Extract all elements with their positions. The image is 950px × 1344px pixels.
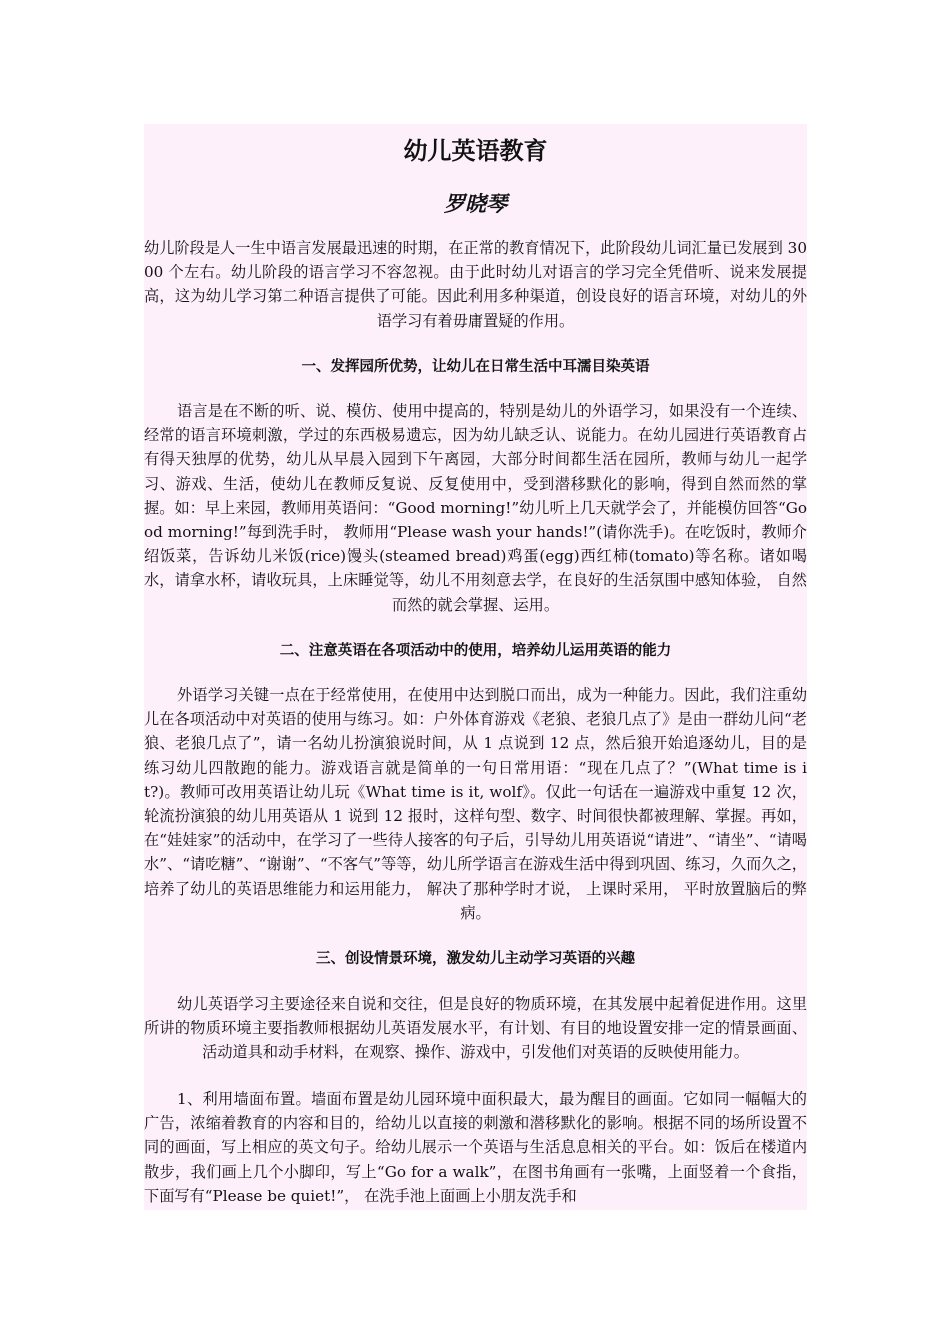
document-title: 幼儿英语教育 <box>403 137 548 165</box>
section-heading-3: 三、创设情景环境，激发幼儿主动学习英语的兴趣 <box>316 951 635 967</box>
item-1-paragraph: 1、利用墙面布置。墙面布置是幼儿园环境中面积最大，最为醒目的画面。它如同一幅幅大的广告，浓缩着教育的内容和目的，给幼儿以直接的刺激和潜移默化的影响。根据不同的场所设置不同的画面，写上相应的英文句子。给幼儿展示一个英语与生活息息相关的平台。如：饭后在楼道内散步，我们画上几个小脚印，写上“Go for a walk”，在图书角画有一张嘴，上面竖着一个食指，下面写有“Please be quiet!”， 在洗手池上面画上小朋友洗手和 <box>144 1090 807 1205</box>
section-heading-2: 二、注意英语在各项活动中的使用，培养幼儿运用英语的能力 <box>279 643 672 659</box>
section-body-2: 外语学习关键一点在于经常使用，在使用中达到脱口而出，成为一种能力。因此，我们注重幼儿在各项活动中对英语的使用与练习。如：户外体育游戏《老狼、老狼几点了》是由一群幼儿问“老狼、老狼几点了”，请一名幼儿扮演狼说时间，从 1 点说到 12 点，然后狼开始追逐幼儿，目的是练习幼儿四散跑的能力。游戏语言就是简单的一句日常用语：“现在几点了？”(What time is it?)。教师可改用英语让幼儿玩《What time is it, wolf》。仅此一句话在一遍游戏中重复 12 次，轮流扮演狼的幼儿用英语从 1 说到 12 报时，这样句型、数字、时间很快都被理解、掌握。再如，在“娃娃家”的活动中，在学习了一些待人接客的句子后，引导幼儿用英语说“请进”、“请坐”、“请喝水”、“请吃糖”、“谢谢”、“不客气”等等，幼儿所学语言在游戏生活中得到巩固、练习，久而久之，培养了幼儿的英语思维能力和运用能力， 解决了那种学时才说， 上课时采用， 平时放置脑后的弊病。 <box>144 686 807 922</box>
intro-paragraph: 幼儿阶段是人一生中语言发展最迅速的时期，在正常的教育情况下，此阶段幼儿词汇量已发展到 3000 个左右。幼儿阶段的语言学习不容忽视。由于此时幼儿对语言的学习完全凭借听、说来发展提高，这为幼儿学习第二种语言提供了可能。因此利用多种渠道，创设良好的语言环境，对幼儿的外语学习有着毋庸置疑的作用。 <box>144 239 807 330</box>
section-heading-1: 一、发挥园所优势，让幼儿在日常生活中耳濡目染英语 <box>301 359 650 375</box>
document-author: 罗晓琴 <box>444 191 507 216</box>
section-body-1: 语言是在不断的听、说、模仿、使用中提高的，特别是幼儿的外语学习，如果没有一个连续、经常的语言环境刺激，学过的东西极易遗忘，因为幼儿缺乏认、说能力。在幼儿园进行英语教育占有得天独厚的优势，幼儿从早晨入园到下午离园，大部分时间都生活在园所，教师与幼儿一起学习、游戏、生活，使幼儿在教师反复说、反复使用中，受到潜移默化的影响，得到自然而然的掌握。如：早上来园，教师用英语问：“Good morning!”幼儿听上几天就学会了，并能模仿回答“Good morning!”每到洗手时， 教师用“Please wash your hands!”(请你洗手)。在吃饭时，教师介绍饭菜，告诉幼儿米饭(rice)馒头(steamed bread)鸡蛋(egg)西红柿(tomato)等名称。诸如喝水，请拿水杯，请收玩具，上床睡觉等，幼儿不用刻意去学，在良好的生活氛围中感知体验， 自然而然的就会掌握、运用。 <box>144 402 807 614</box>
section-body-3: 幼儿英语学习主要途径来自说和交往，但是良好的物质环境，在其发展中起着促进作用。这里所讲的物质环境主要指教师根据幼儿英语发展水平，有计划、有目的地设置安排一定的情景画面、活动道具和动手材料，在观察、操作、游戏中，引发他们对英语的反映使用能力。 <box>144 995 807 1062</box>
